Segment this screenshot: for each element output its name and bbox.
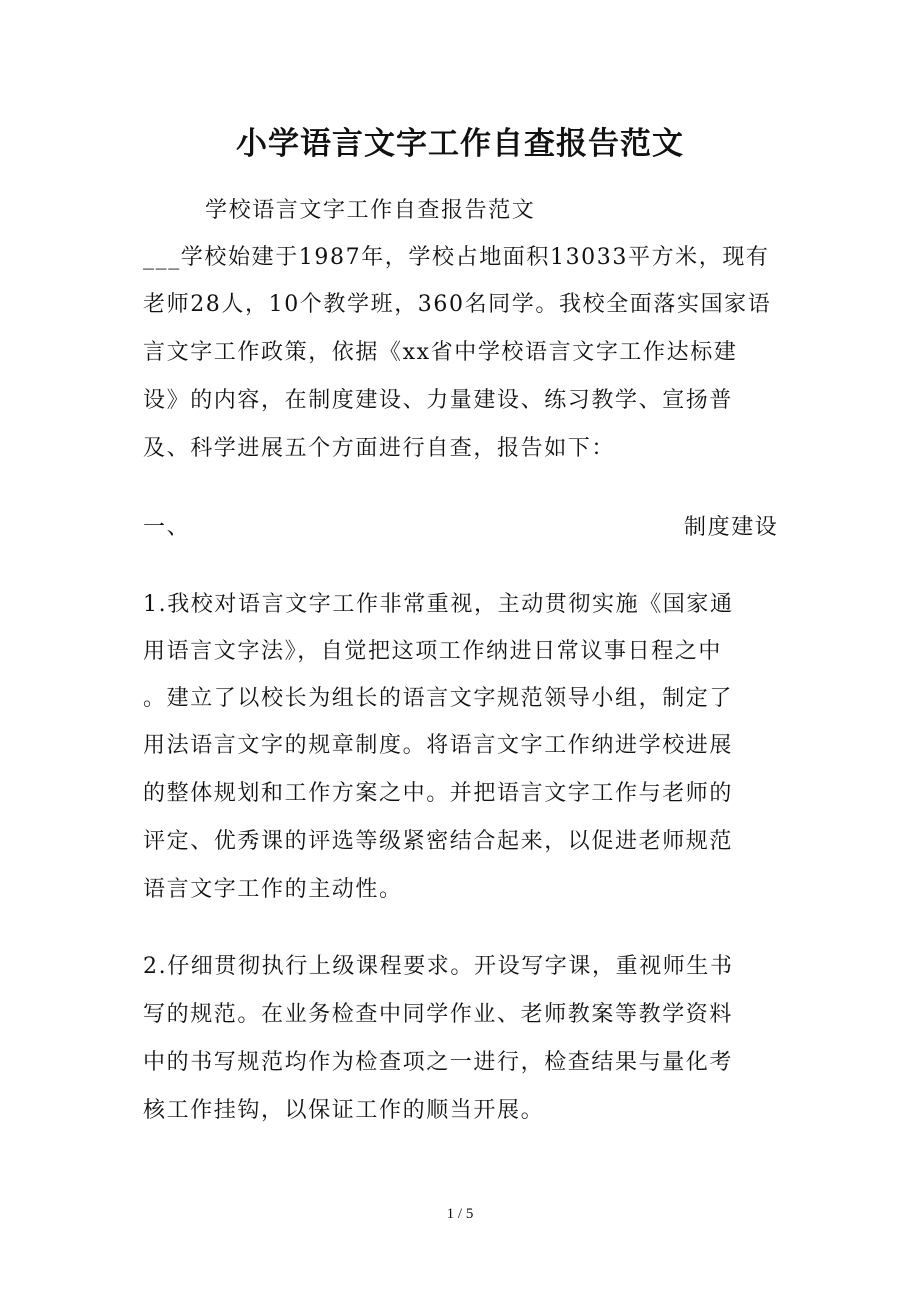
section-number: 一、 <box>143 515 191 540</box>
paragraph-line: ___学校始建于1987年，学校占地面积13033平方米，现有 <box>143 245 770 270</box>
paragraph-line: 2.仔细贯彻执行上级课程要求。开设写字课，重视师生书 <box>143 954 734 979</box>
page-indicator: 1 / 5 <box>446 1206 474 1222</box>
document-title: 小学语言文字工作自查报告范文 <box>236 126 684 162</box>
paragraph-line: 的整体规划和工作方案之中。并把语言文字工作与老师的 <box>143 781 734 806</box>
paragraph-line: 用法语言文字的规章制度。将语言文字工作纳进学校进展 <box>143 733 734 758</box>
paragraph-line: 言文字工作政策，依据《xx省中学校语言文字工作达标建 <box>143 340 738 365</box>
paragraph-line: 老师28人，10个教学班，360名同学。我校全面落实国家语 <box>143 292 772 317</box>
document-subtitle: 学校语言文字工作自查报告范文 <box>205 198 536 223</box>
paragraph-line: 语言文字工作的主动性。 <box>143 877 403 902</box>
paragraph-line: 及、科学进展五个方面进行自查，报告如下： <box>143 436 616 461</box>
paragraph-line: 评定、优秀课的评选等级紧密结合起来，以促进老师规范 <box>143 829 734 854</box>
paragraph-line: 写的规范。在业务检查中同学作业、老师教案等教学资料 <box>143 1002 734 1027</box>
paragraph-line: 1.我校对语言文字工作非常重视，主动贯彻实施《国家通 <box>143 592 734 617</box>
section-title: 制度建设 <box>684 515 779 540</box>
paragraph-line: 中的书写规范均作为检查项之一进行，检查结果与量化考 <box>143 1050 734 1075</box>
paragraph-line: 。建立了以校长为组长的语言文字规范领导小组，制定了 <box>143 686 734 711</box>
paragraph-line: 设》的内容，在制度建设、力量建设、练习教学、宣扬普 <box>143 388 734 413</box>
paragraph-line: 用语言文字法》，自觉把这项工作纳进日常议事日程之中 <box>143 639 723 664</box>
paragraph-line: 核工作挂钩，以保证工作的顺当开展。 <box>143 1098 545 1123</box>
